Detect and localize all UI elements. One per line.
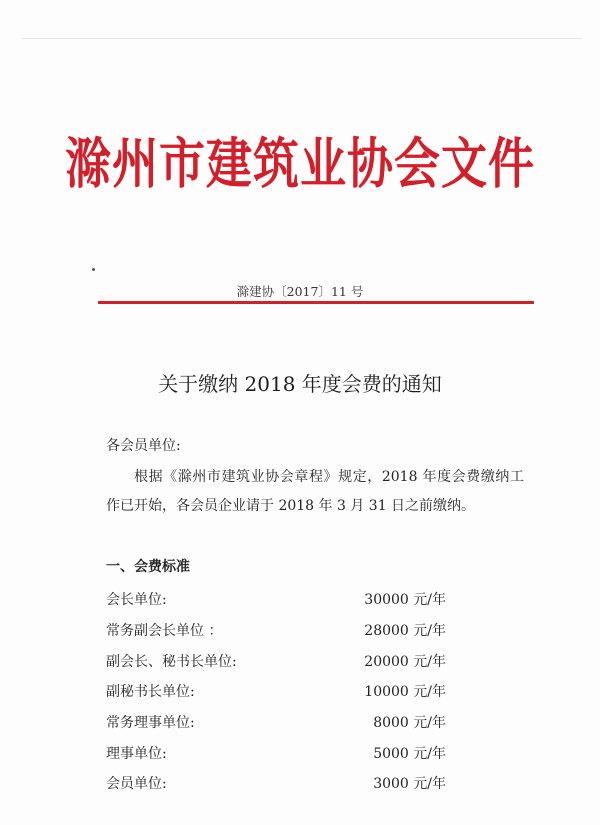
fee-row xyxy=(106,588,446,612)
notice-body-paragraph: 根据《滁州市建筑业协会章程》规定，2018 年度会费缴纳工作已开始，各会员企业请于 2018 年 3 月 31 日之前缴纳。 xyxy=(106,469,524,514)
fee-row xyxy=(106,650,446,674)
fee-unit-label: 副秘书长单位: xyxy=(106,684,195,700)
fee-unit-label: 会员单位: xyxy=(106,776,167,792)
document-number: 滁建协〔2017〕11 号 xyxy=(236,284,364,299)
fee-row xyxy=(106,680,446,704)
fee-amount: 5000 元/年 xyxy=(373,746,446,762)
fee-amount: 30000 元/年 xyxy=(364,592,446,608)
scan-speck xyxy=(92,268,95,271)
notice-title: 关于缴纳 2018 年度会费的通知 xyxy=(158,372,442,396)
fee-unit-label: 副会长、秘书长单位: xyxy=(106,654,237,670)
fee-amount: 28000 元/年 xyxy=(364,623,446,639)
fee-amount: 8000 元/年 xyxy=(373,715,446,731)
fee-unit-label: 会长单位: xyxy=(106,592,167,608)
fee-amount: 20000 元/年 xyxy=(364,654,446,670)
fee-standard-heading: 一、会费标准 xyxy=(106,559,190,575)
masthead-title: 滁州市建筑业协会文件 xyxy=(65,131,535,196)
fee-row xyxy=(106,711,446,735)
fee-amount: 10000 元/年 xyxy=(364,684,446,700)
salutation: 各会员单位: xyxy=(106,438,181,454)
fee-amount: 3000 元/年 xyxy=(373,776,446,792)
fee-unit-label: 理事单位: xyxy=(106,746,167,762)
red-divider-rule xyxy=(98,301,534,304)
fee-row xyxy=(106,619,446,643)
fee-unit-label: 常务理事单位: xyxy=(106,715,195,731)
fee-unit-label: 常务副会长单位 ： xyxy=(106,623,223,639)
page-top-edge xyxy=(22,38,582,39)
fee-row xyxy=(106,742,446,766)
fee-row xyxy=(106,772,446,796)
